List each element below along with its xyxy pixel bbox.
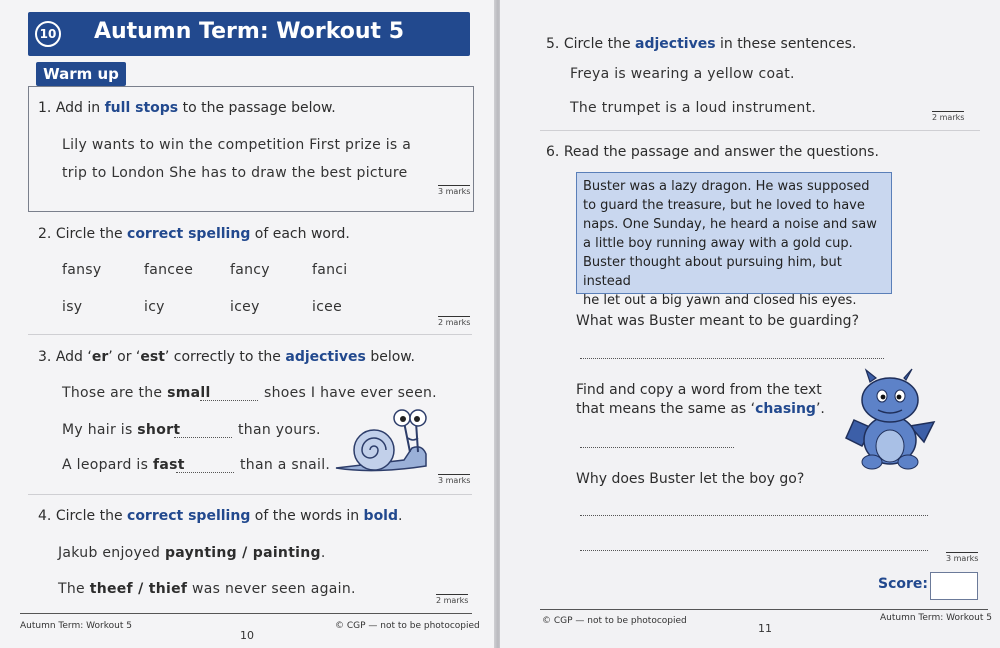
reading-passage: Buster was a lazy dragon. He was supposed to guard the treasure, but he loved to have naps. One Sunday, he heard a noise and saw a little boy running away with a gold cup. Buster thought about pursuing him, but instead he let out a big yawn and closed his eyes. xyxy=(576,172,892,294)
question-4: 4. Circle the correct spelling of the words in bold. xyxy=(38,508,403,524)
q2-marks: 2 marks xyxy=(438,318,471,327)
q6-question-c: Why does Buster let the boy go? xyxy=(576,471,805,487)
q1-passage-line-1: Lily wants to win the competition First prize is a xyxy=(62,137,412,153)
q3-answer-blank-1[interactable] xyxy=(200,399,258,401)
q3-sentence-3: A leopard is fast xyxy=(62,457,185,473)
footer-rule xyxy=(540,609,988,610)
q6-answer-line-c1[interactable] xyxy=(580,514,928,516)
question-3: 3. Add ‘er’ or ‘est’ correctly to the adjectives below. xyxy=(38,349,415,365)
footer-rule xyxy=(20,613,472,614)
q3-sentence-3-end: than a snail. xyxy=(240,457,331,473)
snail-illustration xyxy=(334,408,430,474)
q3-answer-blank-2[interactable] xyxy=(174,436,232,438)
page-badge: 10 xyxy=(35,21,61,47)
question-5: 5. Circle the adjectives in these sentences. xyxy=(546,36,857,52)
score-box[interactable] xyxy=(930,572,978,600)
q2-option[interactable]: icey xyxy=(230,299,260,315)
q2-option[interactable]: icy xyxy=(144,299,165,315)
q4-sentence-2: The theef / thief was never seen again. xyxy=(58,581,356,597)
q4-options-1[interactable]: paynting / painting xyxy=(164,545,321,561)
footer-left: © CGP — not to be photocopied xyxy=(542,616,687,626)
q2-option[interactable]: fancy xyxy=(230,262,270,278)
workout-banner xyxy=(28,12,470,56)
warmup-label: Warm up xyxy=(36,62,126,86)
footer-left: Autumn Term: Workout 5 xyxy=(20,621,132,631)
q4-sentence-1: Jakub enjoyed paynting / painting. xyxy=(58,545,326,561)
q6-question-b-line1: Find and copy a word from the text xyxy=(576,382,822,398)
q3-sentence-2-end: than yours. xyxy=(238,422,321,438)
q6-answer-line-c2[interactable] xyxy=(580,549,928,551)
footer-right: Autumn Term: Workout 5 xyxy=(880,613,992,623)
q2-option[interactable]: fancee xyxy=(144,262,194,278)
q2-option[interactable]: isy xyxy=(62,299,83,315)
q1-marks: 3 marks xyxy=(438,187,471,196)
q3-sentence-1-end: shoes I have ever seen. xyxy=(264,385,437,401)
page-number: 11 xyxy=(758,622,772,635)
q2-option[interactable]: icee xyxy=(312,299,343,315)
left-page xyxy=(0,0,496,648)
q6-answer-line-a[interactable] xyxy=(580,357,884,359)
q1-passage-line-2: trip to London She has to draw the best picture xyxy=(62,165,408,181)
q3-sentence-1: Those are the small xyxy=(62,385,211,401)
page-number: 10 xyxy=(240,629,254,642)
divider xyxy=(540,130,980,131)
question-6: 6. Read the passage and answer the questions. xyxy=(546,144,879,160)
q3-answer-blank-3[interactable] xyxy=(176,471,234,473)
q3-marks: 3 marks xyxy=(438,476,471,485)
q5-sentence-1[interactable]: Freya is wearing a yellow coat. xyxy=(570,66,795,82)
q5-marks: 2 marks xyxy=(932,113,965,122)
q6-question-b-line2: that means the same as ‘chasing’. xyxy=(576,401,825,417)
page-title: Autumn Term: Workout 5 xyxy=(93,19,405,44)
footer-right: © CGP — not to be photocopied xyxy=(335,621,480,631)
q4-options-2[interactable]: theef / thief xyxy=(89,581,188,597)
q2-option[interactable]: fansy xyxy=(62,262,102,278)
q6-answer-line-b[interactable] xyxy=(580,446,734,448)
q4-marks: 2 marks xyxy=(436,596,469,605)
divider xyxy=(28,334,472,335)
q2-option[interactable]: fanci xyxy=(312,262,348,278)
score-label: Score: xyxy=(878,576,928,592)
q6-marks: 3 marks xyxy=(946,554,979,563)
q5-sentence-2[interactable]: The trumpet is a loud instrument. xyxy=(570,100,817,116)
dragon-illustration xyxy=(844,366,936,472)
question-2: 2. Circle the correct spelling of each word. xyxy=(38,226,350,242)
q3-sentence-2: My hair is short xyxy=(62,422,181,438)
q6-question-a: What was Buster meant to be guarding? xyxy=(576,313,860,329)
divider xyxy=(28,494,472,495)
question-1: 1. Add in full stops to the passage below. xyxy=(38,100,336,116)
